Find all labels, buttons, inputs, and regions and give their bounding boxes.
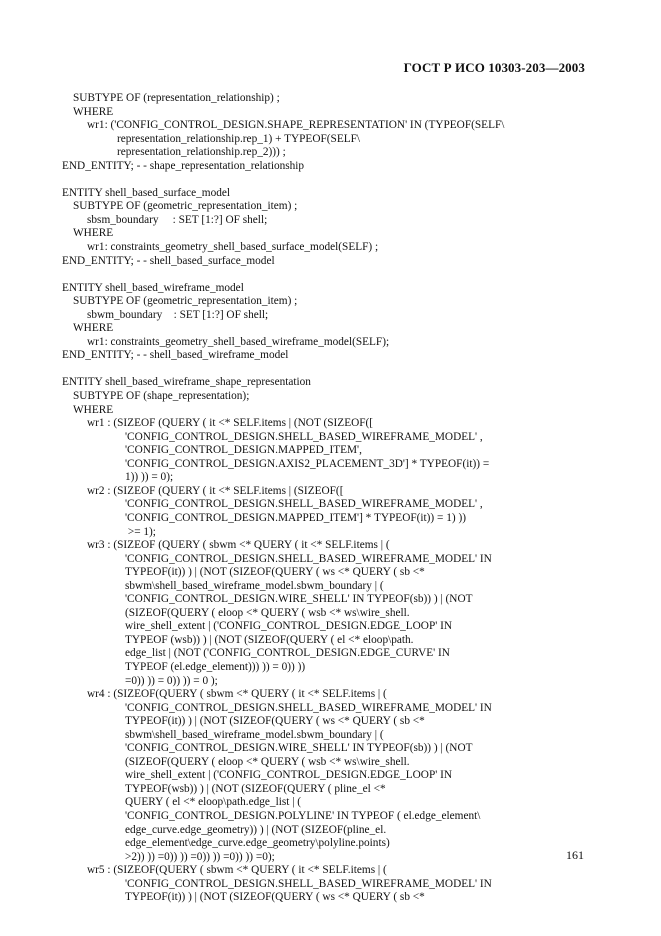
code-line: wr2 : (SIZEOF (QUERY ( it <* SELF.items | (SIZEOF([	[87, 484, 344, 497]
code-line: 'CONFIG_CONTROL_DESIGN.SHELL_BASED_WIREFRAME_MODEL' ,	[125, 498, 483, 511]
entity-block-shell-based-surface-model	[62, 187, 601, 268]
code-line: wr1: ('CONFIG_CONTROL_DESIGN.SHAPE_REPRESENTATION' IN (TYPEOF(SELF\	[87, 119, 505, 132]
code-line: =0)) )) = 0)) )) = 0 );	[125, 674, 218, 687]
code-line: 'CONFIG_CONTROL_DESIGN.WIRE_SHELL' IN TYPEOF(sb)) ) | (NOT	[125, 742, 473, 755]
code-line: SUBTYPE OF (geometric_representation_item) ;	[73, 200, 298, 213]
block-spacer	[62, 363, 601, 377]
code-line: 'CONFIG_CONTROL_DESIGN.AXIS2_PLACEMENT_3D'] * TYPEOF(it)) =	[125, 457, 490, 470]
code-line: WHERE	[73, 105, 114, 118]
code-line: ENTITY shell_based_surface_model	[62, 186, 231, 199]
code-line: END_ENTITY; - - shell_based_wireframe_model	[62, 349, 289, 362]
code-line: representation_relationship.rep_2))) ;	[117, 146, 286, 159]
code-line: >= 1);	[125, 525, 156, 538]
express-code-listing	[62, 92, 601, 905]
code-line: wr4 : (SIZEOF(QUERY ( sbwm <* QUERY ( it <* SELF.items | (	[87, 688, 387, 701]
code-line: SUBTYPE OF (shape_representation);	[73, 390, 250, 403]
block-spacer	[62, 268, 601, 282]
code-line: sbsm_boundary : SET [1:?] OF shell;	[87, 213, 268, 226]
code-line: 1)) )) = 0);	[125, 471, 174, 484]
code-line: SUBTYPE OF (geometric_representation_item) ;	[73, 295, 298, 308]
code-line: wire_shell_extent | ('CONFIG_CONTROL_DESIGN.EDGE_LOOP' IN	[125, 620, 453, 633]
code-line: sbwm_boundary : SET [1:?] OF shell;	[87, 308, 269, 321]
code-line: END_ENTITY; - - shape_representation_relationship	[62, 159, 305, 172]
code-line: ENTITY shell_based_wireframe_model	[62, 281, 244, 294]
entity-block-shape-representation-relationship-tail	[62, 92, 601, 173]
code-line: 'CONFIG_CONTROL_DESIGN.MAPPED_ITEM',	[125, 444, 362, 457]
code-line: WHERE	[73, 403, 114, 416]
code-line: TYPEOF(it)) ) | (NOT (SIZEOF(QUERY ( ws <* QUERY ( sb <*	[125, 715, 425, 728]
code-line: END_ENTITY; - - shell_based_surface_model	[62, 254, 275, 267]
code-line: wr1 : (SIZEOF (QUERY ( it <* SELF.items | (NOT (SIZEOF([	[87, 417, 374, 430]
code-line: wire_shell_extent | ('CONFIG_CONTROL_DESIGN.EDGE_LOOP' IN	[125, 769, 453, 782]
code-line: TYPEOF (el.edge_element))) )) = 0)) ))	[125, 660, 306, 673]
code-line: edge_element\edge_curve.edge_geometry\polyline.points)	[125, 837, 390, 850]
code-line: sbwm\shell_based_wireframe_model.sbwm_boundary | (	[125, 579, 384, 592]
code-line: TYPEOF (wsb)) ) | (NOT (SIZEOF(QUERY ( el <* eloop\path.	[125, 633, 414, 646]
block-spacer	[62, 173, 601, 187]
code-line: representation_relationship.rep_1) + TYPEOF(SELF\	[117, 132, 361, 145]
code-line: WHERE	[73, 227, 114, 240]
code-line: TYPEOF(wsb)) ) | (NOT (SIZEOF(QUERY ( pline_el <*	[125, 782, 386, 795]
code-line: 'CONFIG_CONTROL_DESIGN.SHELL_BASED_WIREFRAME_MODEL' IN	[125, 877, 492, 890]
code-line: (SIZEOF(QUERY ( eloop <* QUERY ( wsb <* ws\wire_shell.	[125, 755, 410, 768]
code-line: wr5 : (SIZEOF(QUERY ( sbwm <* QUERY ( it <* SELF.items | (	[87, 864, 387, 877]
code-line: wr1: constraints_geometry_shell_based_wireframe_model(SELF);	[87, 335, 390, 348]
code-line: 'CONFIG_CONTROL_DESIGN.POLYLINE' IN TYPEOF ( el.edge_element\	[125, 809, 481, 822]
code-line: WHERE	[73, 322, 114, 335]
code-line: 'CONFIG_CONTROL_DESIGN.SHELL_BASED_WIREFRAME_MODEL' IN	[125, 701, 492, 714]
entity-block-shell-based-wireframe-model	[62, 282, 601, 363]
code-line: sbwm\shell_based_wireframe_model.sbwm_boundary | (	[125, 728, 384, 741]
code-line: wr1: constraints_geometry_shell_based_surface_model(SELF) ;	[87, 241, 379, 254]
code-line: TYPEOF(it)) ) | (NOT (SIZEOF(QUERY ( ws <* QUERY ( sb <*	[125, 566, 425, 579]
code-line: 'CONFIG_CONTROL_DESIGN.WIRE_SHELL' IN TYPEOF(sb)) ) | (NOT	[125, 593, 473, 606]
code-line: (SIZEOF(QUERY ( eloop <* QUERY ( wsb <* ws\wire_shell.	[125, 606, 410, 619]
entity-block-shell-based-wireframe-shape-representation	[62, 376, 601, 904]
code-line: edge_curve.edge_geometry)) ) | (NOT (SIZEOF(pline_el.	[125, 823, 387, 836]
code-line: SUBTYPE OF (representation_relationship) ;	[73, 92, 280, 104]
code-line: QUERY ( el <* eloop\path.edge_list | (	[125, 796, 302, 809]
code-line: edge_list | (NOT ('CONFIG_CONTROL_DESIGN.EDGE_CURVE' IN	[125, 647, 450, 660]
code-line: TYPEOF(it)) ) | (NOT (SIZEOF(QUERY ( ws <* QUERY ( sb <*	[125, 891, 425, 904]
code-line: 'CONFIG_CONTROL_DESIGN.SHELL_BASED_WIREFRAME_MODEL' IN	[125, 552, 492, 565]
code-line: 'CONFIG_CONTROL_DESIGN.SHELL_BASED_WIREFRAME_MODEL' ,	[125, 430, 483, 443]
code-line: >2)) )) =0)) )) =0)) )) =0)) )) =0);	[125, 850, 275, 863]
document-standard-header: ГОСТ Р ИСО 10303-203—2003	[403, 60, 585, 75]
page-number: 161	[566, 848, 584, 862]
code-line: wr3 : (SIZEOF (QUERY ( sbwm <* QUERY ( it <* SELF.items | (	[87, 539, 390, 552]
code-line: ENTITY shell_based_wireframe_shape_representation	[62, 376, 311, 389]
code-line: 'CONFIG_CONTROL_DESIGN.MAPPED_ITEM'] * TYPEOF(it)) = 1) ))	[125, 511, 466, 524]
